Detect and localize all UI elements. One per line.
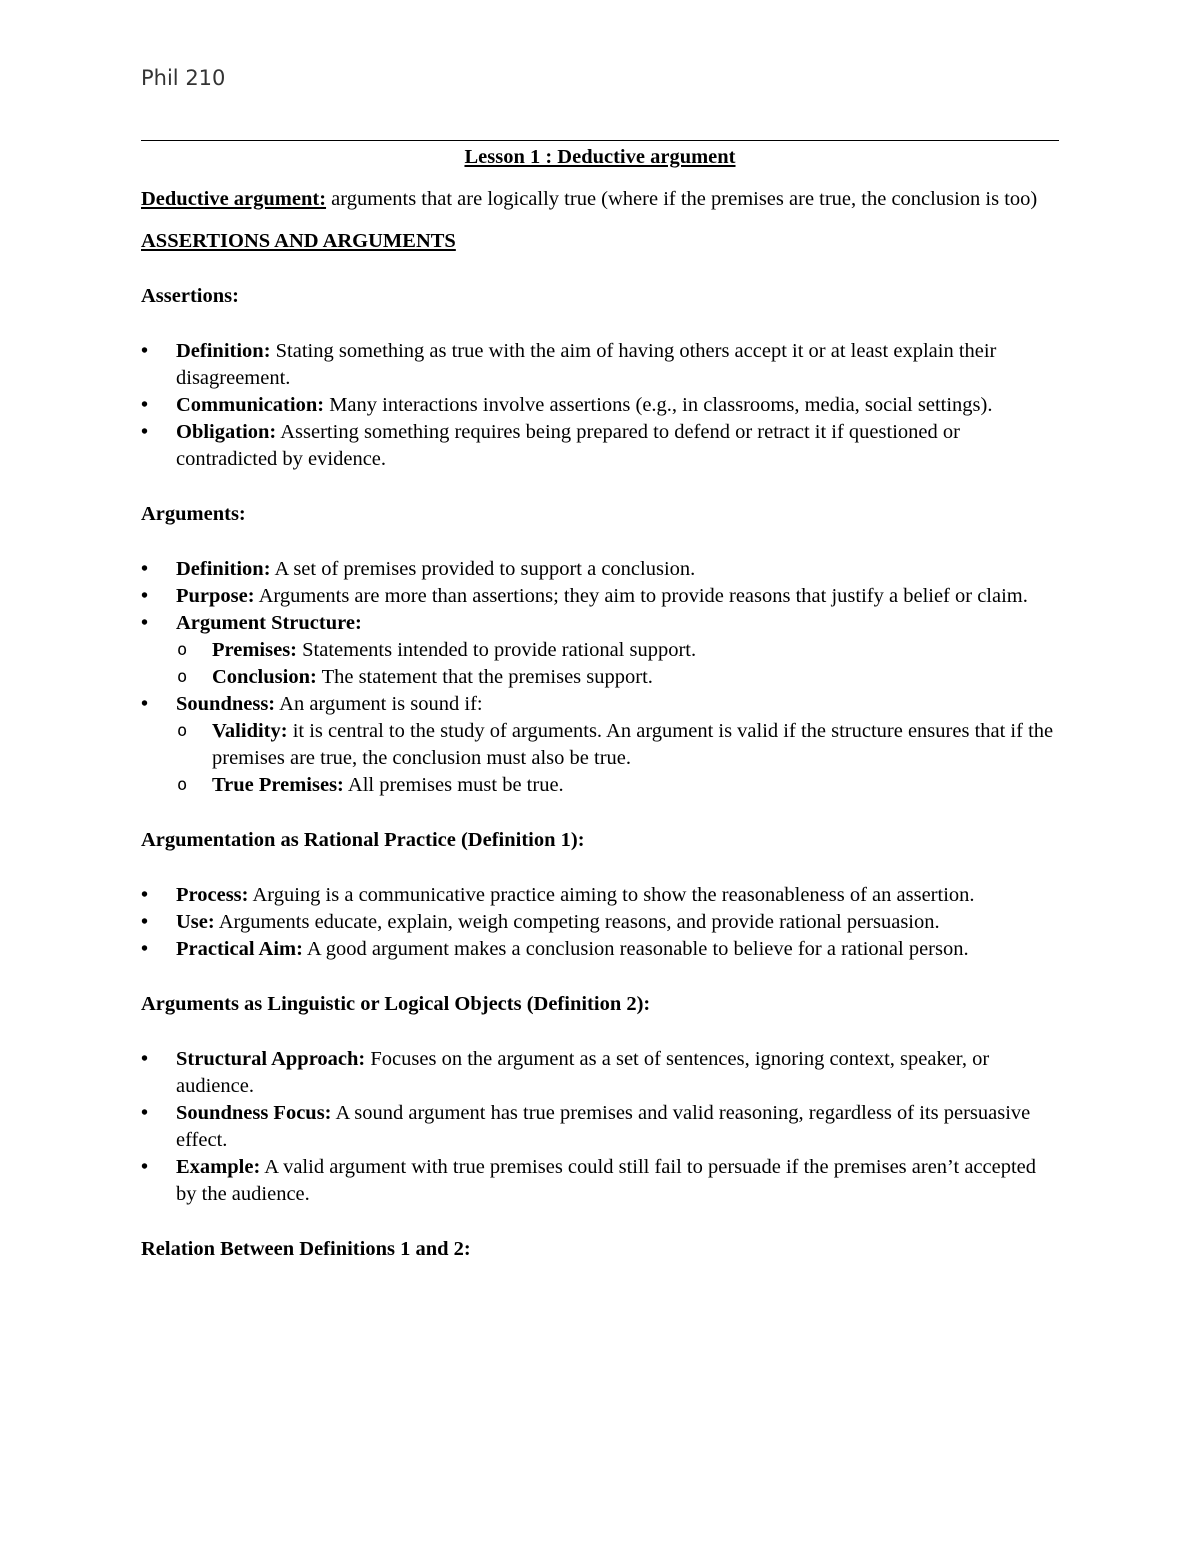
item-text: A valid argument with true premises could still fail to persuade if the premises aren’t accepted by the audience. xyxy=(176,1156,1037,1205)
sub-list-item xyxy=(141,772,1059,799)
item-term: Communication: xyxy=(176,394,325,416)
bullet-icon: • xyxy=(141,884,149,906)
bullet-icon: • xyxy=(141,1048,149,1070)
lesson-title: Lesson 1 : Deductive argument xyxy=(464,146,736,168)
item-term: Use: xyxy=(176,911,215,933)
bullet-icon: • xyxy=(141,1102,149,1124)
item-term: Definition: xyxy=(176,558,271,580)
list-item xyxy=(141,882,1059,909)
intro-text: arguments that are logically true (where if the premises are true, the conclusion is too) xyxy=(326,188,1038,210)
item-text: Focuses on the argument as a set of sentences, ignoring context, speaker, or audience. xyxy=(176,1048,990,1097)
bullet-icon: • xyxy=(141,911,149,933)
bullet-icon: • xyxy=(141,558,149,580)
item-text: Arguing is a communicative practice aiming to show the reasonableness of an assertion. xyxy=(248,884,975,906)
bullet-icon: • xyxy=(141,693,149,715)
list-item xyxy=(141,338,1059,392)
list-item xyxy=(141,1046,1059,1100)
soundness-sublist xyxy=(176,718,1059,799)
sub-list-item xyxy=(141,718,1059,772)
sub-list-item xyxy=(141,637,1059,664)
list-item xyxy=(141,691,1059,799)
bullet-icon: • xyxy=(141,340,149,362)
item-text: Stating something as true with the aim of having others accept it or at least explain their disagreement. xyxy=(176,340,997,389)
list-item xyxy=(141,556,1059,583)
sub-item-text: The statement that the premises support. xyxy=(316,666,653,688)
item-term: Structural Approach: xyxy=(176,1048,366,1070)
list-item xyxy=(141,392,1059,419)
sub-item-text: it is central to the study of arguments. An argument is valid if the structure ensures that if the premises are true, the conclusion must also be true. xyxy=(212,720,1054,769)
document-body xyxy=(141,143,1059,1291)
sub-bullet-icon: o xyxy=(177,721,188,741)
item-text: Arguments are more than assertions; they aim to provide reasons that justify a belief or claim. xyxy=(254,585,1028,607)
definition-2-list xyxy=(141,1046,1059,1208)
bullet-icon: • xyxy=(141,394,149,416)
list-item xyxy=(141,909,1059,936)
section-heading: ASSERTIONS AND ARGUMENTS xyxy=(141,230,456,252)
assertions-heading: Assertions: xyxy=(141,285,239,307)
definition-1-heading: Argumentation as Rational Practice (Definition 1): xyxy=(141,829,585,851)
list-item xyxy=(141,936,1059,963)
intro-term: Deductive argument: xyxy=(141,188,327,210)
sub-bullet-icon: o xyxy=(177,775,188,795)
item-term: Definition: xyxy=(176,340,271,362)
header-rule xyxy=(141,140,1059,141)
list-item xyxy=(141,583,1059,610)
arguments-heading: Arguments: xyxy=(141,503,246,525)
item-term: Obligation: xyxy=(176,421,277,443)
definition-1-list xyxy=(141,882,1059,963)
item-term: Process: xyxy=(176,884,249,906)
list-item xyxy=(141,1100,1059,1154)
list-item xyxy=(141,1154,1059,1208)
sub-bullet-icon: o xyxy=(177,640,188,660)
item-text: A set of premises provided to support a conclusion. xyxy=(270,558,696,580)
item-text: An argument is sound if: xyxy=(275,693,483,715)
sub-item-term: Premises: xyxy=(212,639,298,661)
relation-heading: Relation Between Definitions 1 and 2: xyxy=(141,1238,471,1260)
item-term: Argument Structure: xyxy=(176,612,362,634)
bullet-icon: • xyxy=(141,421,149,443)
bullet-icon: • xyxy=(141,612,149,634)
item-term: Example: xyxy=(176,1156,261,1178)
sub-bullet-icon: o xyxy=(177,667,188,687)
page-header: Phil 210 xyxy=(141,66,226,90)
bullet-icon: • xyxy=(141,585,149,607)
bullet-icon: • xyxy=(141,1156,149,1178)
item-term: Practical Aim: xyxy=(176,938,303,960)
sub-item-term: True Premises: xyxy=(212,774,344,796)
intro-paragraph xyxy=(141,186,1059,213)
bullet-icon: • xyxy=(141,938,149,960)
item-term: Soundness Focus: xyxy=(176,1102,332,1124)
sub-list-item xyxy=(141,664,1059,691)
definition-2-heading: Arguments as Linguistic or Logical Objects (Definition 2): xyxy=(141,993,651,1015)
item-term: Purpose: xyxy=(176,585,255,607)
sub-item-text: All premises must be true. xyxy=(343,774,564,796)
arguments-list xyxy=(141,556,1059,799)
item-text: Asserting something requires being prepared to defend or retract it if questioned or contradicted by evidence. xyxy=(176,421,960,470)
structure-sublist xyxy=(176,637,1059,691)
item-term: Soundness: xyxy=(176,693,276,715)
assertions-list xyxy=(141,338,1059,473)
sub-item-term: Validity: xyxy=(212,720,288,742)
sub-item-text: Statements intended to provide rational support. xyxy=(297,639,697,661)
list-item xyxy=(141,419,1059,473)
sub-item-term: Conclusion: xyxy=(212,666,317,688)
list-item xyxy=(141,610,1059,691)
item-text: Arguments educate, explain, weigh competing reasons, and provide rational persuasion. xyxy=(214,911,940,933)
item-text: A good argument makes a conclusion reasonable to believe for a rational person. xyxy=(302,938,969,960)
item-text: Many interactions involve assertions (e.g., in classrooms, media, social settings). xyxy=(324,394,993,416)
item-text: A sound argument has true premises and valid reasoning, regardless of its persuasive effect. xyxy=(176,1102,1031,1151)
